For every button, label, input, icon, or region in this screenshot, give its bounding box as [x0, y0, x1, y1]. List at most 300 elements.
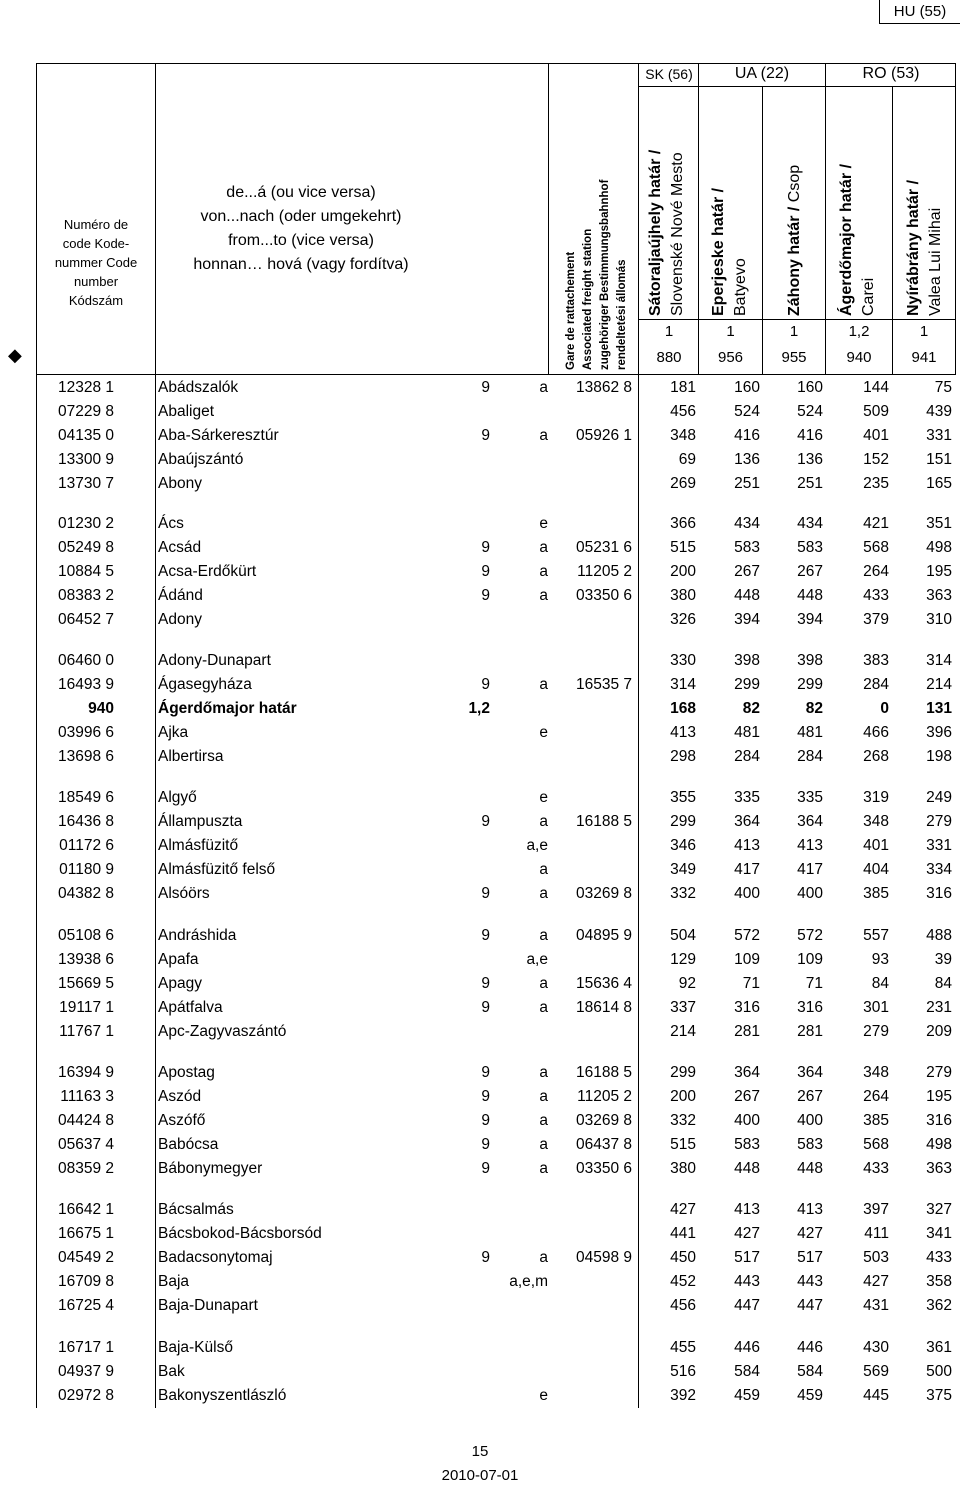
cell-km-nyirabrany: 198 [926, 748, 952, 765]
cell-km-nyirabrany: 351 [926, 515, 952, 532]
cell-km-agerdomajor: 568 [863, 539, 889, 556]
cell-service: a [539, 1112, 548, 1129]
cell-km-sk: 366 [670, 515, 696, 532]
cell-km-zahony: 267 [797, 1088, 823, 1105]
country-sk: SK (56) [645, 66, 693, 82]
cell-station: Almásfüzitő felső [158, 861, 276, 878]
cell-service: e [539, 515, 548, 532]
cell-km-nyirabrany: 341 [926, 1225, 952, 1242]
table-row [0, 859, 960, 883]
cell-km-eperjeske: 413 [734, 837, 760, 854]
cell-km-agerdomajor: 385 [863, 885, 889, 902]
cell-km-eperjeske: 281 [734, 1023, 760, 1040]
cell-km-eperjeske: 583 [734, 1136, 760, 1153]
cell-km-zahony: 572 [797, 927, 823, 944]
cell-tariff: 9 [481, 975, 490, 992]
cell-km-sk: 427 [670, 1201, 696, 1218]
cell-km-nyirabrany: 500 [926, 1363, 952, 1380]
cell-code: 12328 1 [57, 379, 114, 396]
cell-code: 04549 2 [57, 1249, 114, 1266]
cell-km-sk: 456 [670, 403, 696, 420]
cell-km-sk: 314 [670, 676, 696, 693]
table-row [0, 949, 960, 973]
cell-km-nyirabrany: 165 [926, 475, 952, 492]
border-nyirabrany: Nyírábrány határ / Valea Lui Mihai [905, 179, 944, 316]
cell-km-eperjeske: 413 [734, 1201, 760, 1218]
cell-freight-code: 11205 2 [577, 1088, 632, 1105]
cell-tariff: 9 [481, 1112, 490, 1129]
cell-km-agerdomajor: 431 [863, 1297, 889, 1314]
border-num-a: 1 [664, 323, 674, 340]
cell-km-zahony: 136 [797, 451, 823, 468]
cell-freight-code: 16188 5 [575, 1064, 632, 1081]
table-row [0, 561, 960, 585]
table-row [0, 997, 960, 1021]
cell-service: a [539, 861, 548, 878]
cell-code: 04424 8 [57, 1112, 114, 1129]
cell-freight-code: 16188 5 [575, 813, 632, 830]
cell-code: 05637 4 [57, 1136, 114, 1153]
table-row [0, 1337, 960, 1361]
cell-km-zahony: 82 [805, 700, 823, 717]
table-row [0, 1158, 960, 1182]
cell-km-eperjeske: 82 [742, 700, 760, 717]
cell-code: 19117 1 [59, 999, 114, 1016]
cell-km-nyirabrany: 75 [934, 379, 952, 396]
border-num-b: 880 [656, 349, 682, 366]
cell-km-sk: 515 [670, 539, 696, 556]
cell-km-nyirabrany: 363 [926, 587, 952, 604]
table-row [0, 537, 960, 561]
cell-tariff: 9 [481, 587, 490, 604]
cell-km-zahony: 109 [797, 951, 823, 968]
cell-km-zahony: 413 [797, 837, 823, 854]
cell-code: 07229 8 [57, 403, 114, 420]
cell-km-eperjeske: 109 [734, 951, 760, 968]
cell-km-agerdomajor: 421 [863, 515, 889, 532]
cell-code: 16642 1 [57, 1201, 114, 1218]
cell-km-agerdomajor: 557 [863, 927, 889, 944]
cell-km-sk: 456 [670, 1297, 696, 1314]
cell-km-zahony: 335 [797, 789, 823, 806]
cell-freight-code: 03350 6 [575, 1160, 632, 1177]
cell-km-eperjeske: 251 [734, 475, 760, 492]
cell-service: a,e [526, 951, 548, 968]
cell-code: 08383 2 [57, 587, 114, 604]
border-num-a: 1 [726, 323, 735, 340]
cell-km-zahony: 71 [805, 975, 823, 992]
cell-km-zahony: 583 [797, 539, 823, 556]
cell-km-eperjeske: 267 [734, 563, 760, 580]
cell-service: a,e [526, 837, 548, 854]
cell-km-agerdomajor: 348 [863, 1064, 889, 1081]
cell-freight-code: 05926 1 [575, 427, 632, 444]
cell-km-agerdomajor: 569 [863, 1363, 889, 1380]
cell-km-agerdomajor: 503 [863, 1249, 889, 1266]
cell-km-sk: 452 [670, 1273, 696, 1290]
cell-km-sk: 380 [670, 1160, 696, 1177]
cell-station: Baja-Dunapart [158, 1297, 258, 1314]
table-row [0, 401, 960, 425]
cell-km-eperjeske: 434 [734, 515, 760, 532]
cell-tariff: 9 [481, 676, 490, 693]
cell-freight-code: 04895 9 [575, 927, 632, 944]
cell-service: e [539, 1387, 548, 1404]
cell-code: 04937 9 [57, 1363, 114, 1380]
table-row [0, 585, 960, 609]
table-row [0, 473, 960, 497]
cell-freight-code: 13862 8 [575, 379, 632, 396]
table-row [0, 1062, 960, 1086]
cell-km-agerdomajor: 385 [863, 1112, 889, 1129]
cell-km-eperjeske: 136 [734, 451, 760, 468]
cell-code: 11163 3 [60, 1088, 114, 1105]
cell-km-agerdomajor: 383 [863, 652, 889, 669]
cell-km-agerdomajor: 568 [863, 1136, 889, 1153]
cell-freight-code: 03269 8 [575, 1112, 632, 1129]
cell-code: 01180 9 [59, 861, 114, 878]
cell-km-nyirabrany: 316 [926, 1112, 952, 1129]
cell-tariff: 9 [481, 1249, 490, 1266]
table-row [0, 449, 960, 473]
cell-km-zahony: 443 [797, 1273, 823, 1290]
table-row [0, 425, 960, 449]
cell-km-zahony: 284 [797, 748, 823, 765]
border-satoraljaujhely: Sátoraljaújhely határ / Slovenské Nové Mesto [647, 149, 686, 316]
table-row [0, 609, 960, 633]
cell-code: 06452 7 [57, 611, 114, 628]
cell-service: a [539, 379, 548, 396]
cell-station: Aba-Sárkeresztúr [158, 427, 279, 444]
cell-km-nyirabrany: 39 [934, 951, 952, 968]
cell-km-sk: 326 [670, 611, 696, 628]
cell-km-nyirabrany: 433 [926, 1249, 952, 1266]
cell-km-zahony: 448 [797, 1160, 823, 1177]
cell-km-nyirabrany: 214 [926, 676, 952, 693]
cell-km-agerdomajor: 284 [863, 676, 889, 693]
cell-km-eperjeske: 299 [734, 676, 760, 693]
cell-km-eperjeske: 459 [734, 1387, 760, 1404]
cell-km-sk: 181 [670, 379, 696, 396]
cell-code: 16717 1 [57, 1339, 114, 1356]
cell-tariff: 9 [481, 563, 490, 580]
border-num-b: 941 [911, 349, 937, 366]
cell-km-eperjeske: 267 [734, 1088, 760, 1105]
cell-km-agerdomajor: 152 [863, 451, 889, 468]
cell-station: Ádánd [158, 587, 203, 604]
border-num-a: 1 [919, 323, 929, 340]
cell-km-eperjeske: 524 [734, 403, 760, 420]
cell-km-zahony: 299 [797, 676, 823, 693]
cell-km-eperjeske: 335 [734, 789, 760, 806]
cell-km-zahony: 267 [797, 563, 823, 580]
cell-km-sk: 92 [678, 975, 696, 992]
cell-km-zahony: 481 [797, 724, 823, 741]
cell-freight-code: 05231 6 [575, 539, 632, 556]
diamond-icon: ◆ [8, 345, 22, 365]
cell-station: Babócsa [158, 1136, 219, 1153]
cell-km-sk: 346 [670, 837, 696, 854]
table-row [0, 973, 960, 997]
table-row [0, 746, 960, 770]
cell-tariff: 9 [481, 885, 490, 902]
cell-km-nyirabrany: 131 [926, 700, 952, 717]
cell-code: 16725 4 [57, 1297, 114, 1314]
table-row [0, 883, 960, 907]
cell-km-zahony: 427 [797, 1225, 823, 1242]
cell-code: 03996 6 [57, 724, 114, 741]
footer-date: 2010-07-01 [441, 1467, 519, 1484]
cell-km-zahony: 316 [797, 999, 823, 1016]
cell-km-agerdomajor: 411 [864, 1225, 889, 1242]
cell-km-sk: 298 [670, 748, 696, 765]
cell-code: 13698 6 [57, 748, 114, 765]
cell-km-zahony: 584 [797, 1363, 823, 1380]
cell-service: a [539, 999, 548, 1016]
cell-km-agerdomajor: 433 [863, 587, 889, 604]
cell-km-agerdomajor: 433 [863, 1160, 889, 1177]
cell-code: 05249 8 [57, 539, 114, 556]
cell-code: 18549 6 [57, 789, 114, 806]
table-row [0, 787, 960, 811]
country-ro: RO (53) [862, 65, 920, 82]
cell-km-agerdomajor: 401 [863, 837, 889, 854]
cell-km-nyirabrany: 195 [926, 1088, 952, 1105]
cell-km-nyirabrany: 84 [934, 975, 952, 992]
cell-km-eperjeske: 448 [734, 587, 760, 604]
cell-km-agerdomajor: 235 [863, 475, 889, 492]
cell-km-agerdomajor: 144 [863, 379, 889, 396]
cell-km-zahony: 448 [797, 587, 823, 604]
border-num-b: 955 [781, 349, 807, 366]
cell-km-agerdomajor: 264 [863, 1088, 889, 1105]
cell-km-agerdomajor: 445 [863, 1387, 889, 1404]
cell-service: a [539, 427, 548, 444]
cell-service: a [539, 676, 548, 693]
cell-service: e [539, 789, 548, 806]
cell-service: a [539, 539, 548, 556]
cell-km-zahony: 459 [797, 1387, 823, 1404]
table-row [0, 698, 960, 722]
cell-km-eperjeske: 416 [734, 427, 760, 444]
cell-km-zahony: 251 [797, 475, 823, 492]
border-num-b: 940 [846, 349, 872, 366]
cell-km-nyirabrany: 279 [926, 813, 952, 830]
cell-km-sk: 450 [670, 1249, 696, 1266]
cell-km-nyirabrany: 362 [926, 1297, 952, 1314]
cell-km-nyirabrany: 396 [926, 724, 952, 741]
cell-km-eperjeske: 364 [734, 1064, 760, 1081]
cell-km-sk: 392 [670, 1387, 696, 1404]
cell-service: a [539, 885, 548, 902]
cell-km-zahony: 281 [797, 1023, 823, 1040]
cell-km-zahony: 447 [797, 1297, 823, 1314]
cell-service: a [539, 927, 548, 944]
freight-station-label: Gare de rattachement Associated freight station zugehöriger Bestimmungsbahnhof rendeltetési állomás [565, 179, 628, 370]
cell-km-sk: 349 [670, 861, 696, 878]
cell-km-eperjeske: 400 [734, 1112, 760, 1129]
cell-km-zahony: 400 [797, 1112, 823, 1129]
cell-km-zahony: 400 [797, 885, 823, 902]
cell-km-agerdomajor: 466 [863, 724, 889, 741]
table-row [0, 1271, 960, 1295]
cell-code: 16493 9 [57, 676, 114, 693]
table-row [0, 1247, 960, 1271]
cell-km-sk: 380 [670, 587, 696, 604]
cell-freight-code: 16535 7 [575, 676, 632, 693]
country-ua: UA (22) [734, 65, 790, 82]
border-num-a: 1,2 [848, 323, 870, 340]
cell-station: Acsa-Erdőkürt [158, 563, 257, 580]
cell-km-nyirabrany: 498 [926, 539, 952, 556]
table-row [0, 1385, 960, 1409]
cell-km-eperjeske: 446 [734, 1339, 760, 1356]
cell-km-zahony: 413 [797, 1201, 823, 1218]
cell-km-eperjeske: 584 [734, 1363, 760, 1380]
cell-km-nyirabrany: 331 [926, 837, 952, 854]
cell-km-nyirabrany: 498 [926, 1136, 952, 1153]
cell-km-nyirabrany: 488 [926, 927, 952, 944]
table-row [0, 1223, 960, 1247]
table-row [0, 1021, 960, 1045]
cell-service: e [539, 724, 548, 741]
cell-station: Bábonymegyer [158, 1160, 263, 1177]
cell-km-sk: 330 [670, 652, 696, 669]
cell-station: Aszód [158, 1088, 202, 1105]
table-row [0, 650, 960, 674]
cell-station: Almásfüzitő [158, 837, 239, 854]
cell-km-agerdomajor: 279 [863, 1023, 889, 1040]
cell-station: Bakonyszentlászló [158, 1387, 287, 1404]
cell-km-eperjeske: 71 [742, 975, 760, 992]
cell-km-sk: 455 [670, 1339, 696, 1356]
cell-tariff: 9 [481, 927, 490, 944]
cell-km-sk: 441 [670, 1225, 696, 1242]
cell-km-sk: 299 [670, 813, 696, 830]
cell-code: 04382 8 [57, 885, 114, 902]
cell-code: 13730 7 [57, 475, 114, 492]
table-row [0, 811, 960, 835]
cell-km-agerdomajor: 509 [863, 403, 889, 420]
cell-station: Baja-Külső [158, 1339, 233, 1356]
cell-code: 05108 6 [57, 927, 114, 944]
cell-service: a [539, 587, 548, 604]
cell-service: a [539, 813, 548, 830]
cell-km-sk: 348 [670, 427, 696, 444]
cell-station: Baja [158, 1273, 190, 1290]
cell-freight-code: 03269 8 [575, 885, 632, 902]
cell-station: Abony [158, 475, 202, 492]
cell-km-sk: 332 [670, 885, 696, 902]
cell-km-nyirabrany: 334 [926, 861, 952, 878]
cell-km-zahony: 416 [797, 427, 823, 444]
cell-code: 04135 0 [57, 427, 114, 444]
cell-km-zahony: 417 [797, 861, 823, 878]
cell-km-agerdomajor: 93 [871, 951, 889, 968]
cell-km-sk: 214 [670, 1023, 696, 1040]
cell-tariff: 9 [481, 1136, 490, 1153]
cell-station: Aszófő [158, 1112, 206, 1129]
cell-code: 940 [88, 700, 114, 717]
cell-freight-code: 04598 9 [575, 1249, 632, 1266]
cell-km-agerdomajor: 264 [863, 563, 889, 580]
cell-km-agerdomajor: 0 [880, 700, 889, 717]
cell-km-sk: 200 [670, 563, 696, 580]
cell-km-eperjeske: 583 [734, 539, 760, 556]
table-row [0, 1361, 960, 1385]
cell-km-nyirabrany: 314 [926, 652, 952, 669]
cell-service: a [539, 1249, 548, 1266]
border-num-b: 956 [717, 349, 744, 366]
cell-km-nyirabrany: 327 [926, 1201, 952, 1218]
cell-km-eperjeske: 284 [734, 748, 760, 765]
cell-code: 01172 6 [59, 837, 114, 854]
cell-km-sk: 515 [670, 1136, 696, 1153]
border-zahony: Záhony határ / Csop [786, 164, 803, 316]
cell-km-nyirabrany: 375 [926, 1387, 952, 1404]
table-row [0, 513, 960, 537]
cell-station: Ágerdőmajor határ [158, 700, 297, 717]
cell-km-eperjeske: 316 [734, 999, 760, 1016]
cell-code: 16709 8 [57, 1273, 114, 1290]
cell-station: Algyő [158, 789, 197, 806]
cell-km-nyirabrany: 331 [926, 427, 952, 444]
cell-km-agerdomajor: 404 [863, 861, 889, 878]
cell-km-agerdomajor: 348 [863, 813, 889, 830]
cell-service: a [539, 1088, 548, 1105]
table-row [0, 1199, 960, 1223]
border-agerdomajor: Ágerdőmajor határ / Carei [838, 163, 877, 316]
page-number: 15 [471, 1443, 489, 1460]
code-column-label: Numéro de code Kode- nummer Code number Kódszám [54, 217, 138, 308]
cell-km-eperjeske: 417 [734, 861, 760, 878]
cell-tariff: 9 [481, 539, 490, 556]
cell-freight-code: 06437 8 [575, 1136, 632, 1153]
cell-km-eperjeske: 160 [734, 379, 760, 396]
cell-code: 13938 6 [57, 951, 114, 968]
cell-km-agerdomajor: 301 [863, 999, 889, 1016]
cell-station: Acsád [158, 539, 202, 556]
cell-code: 01230 2 [57, 515, 114, 532]
cell-station: Bácsbokod-Bácsborsód [158, 1225, 322, 1242]
cell-km-eperjeske: 364 [734, 813, 760, 830]
cell-station: Bácsalmás [158, 1201, 234, 1218]
cell-service: a [539, 975, 548, 992]
cell-service: a,e,m [509, 1273, 548, 1290]
cell-station: Alsóörs [158, 885, 210, 902]
table-row [0, 925, 960, 949]
cell-code: 16675 1 [57, 1225, 114, 1242]
cell-km-eperjeske: 443 [734, 1273, 760, 1290]
cell-km-eperjeske: 448 [734, 1160, 760, 1177]
table-row [0, 377, 960, 401]
page-tag: HU (55) [879, 0, 960, 24]
cell-service: a [539, 1136, 548, 1153]
cell-tariff: 9 [481, 1088, 490, 1105]
cell-code: 08359 2 [57, 1160, 114, 1177]
cell-km-eperjeske: 572 [734, 927, 760, 944]
cell-station: Apc-Zagyvaszántó [158, 1023, 287, 1040]
cell-km-zahony: 434 [797, 515, 823, 532]
cell-station: Adony [158, 611, 202, 628]
cell-code: 10884 5 [57, 563, 114, 580]
cell-km-zahony: 517 [797, 1249, 823, 1266]
cell-km-zahony: 446 [797, 1339, 823, 1356]
cell-km-zahony: 160 [797, 379, 823, 396]
cell-tariff: 9 [481, 379, 490, 396]
table-row [0, 1086, 960, 1110]
cell-code: 15669 5 [57, 975, 114, 992]
